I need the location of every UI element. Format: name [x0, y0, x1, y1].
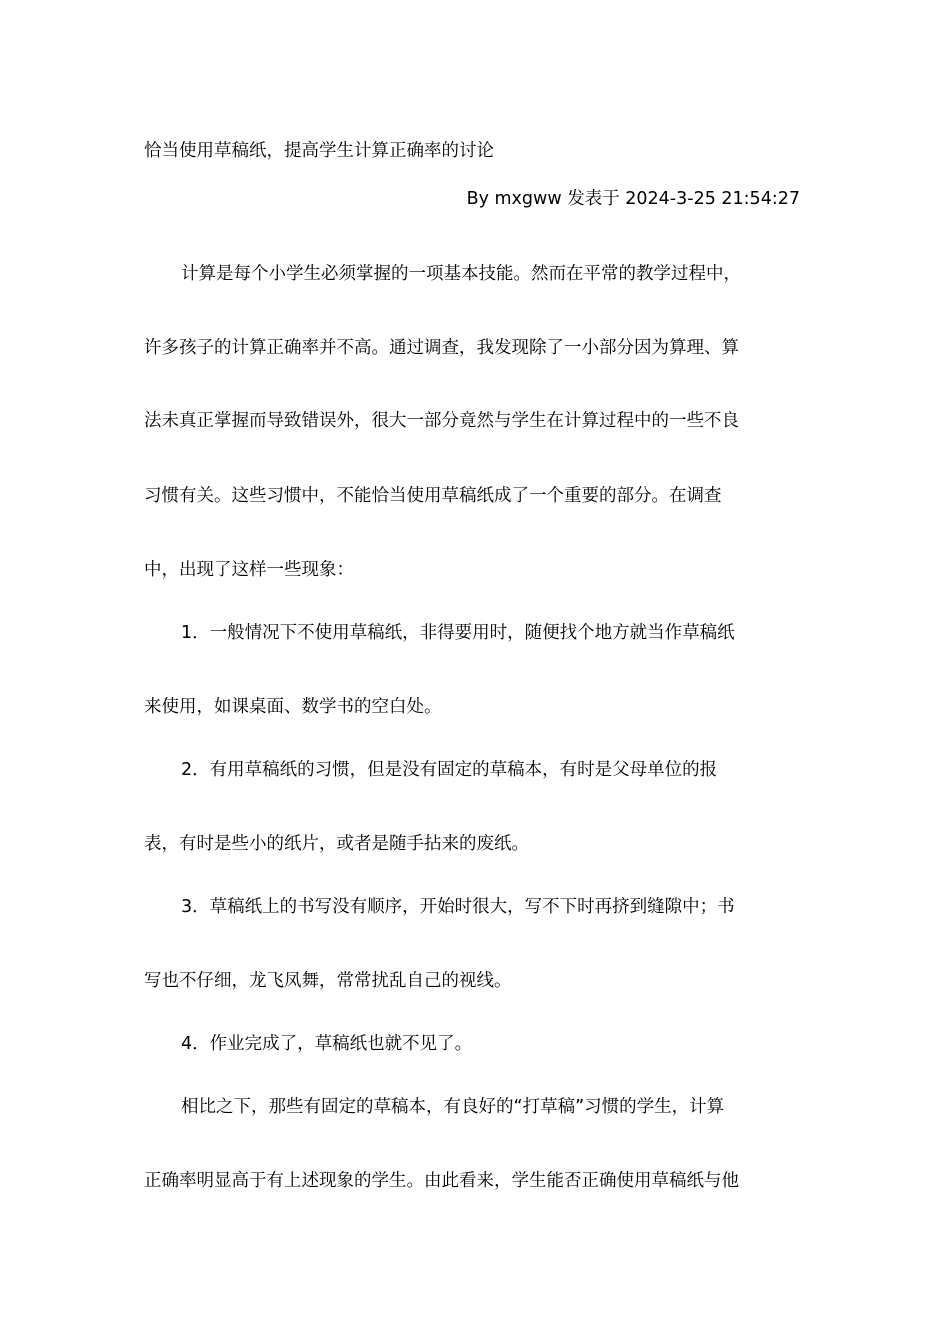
body-line: 许多孩子的计算正确率并不高。通过调查，我发现除了一小部分因为算理、算	[144, 338, 739, 358]
list-item-1: 1．一般情况下不使用草稿纸，非得要用时，随便找个地方就当作草稿纸	[181, 623, 735, 643]
list-item-4: 4．作业完成了，草稿纸也就不见了。	[181, 1034, 473, 1054]
body-line: 来使用，如课桌面、数学书的空白处。	[144, 697, 442, 717]
body-line: 表，有时是些小的纸片，或者是随手拈来的废纸。	[144, 834, 529, 854]
body-line: 法未真正掌握而导致错误外，很大一部分竟然与学生在计算过程中的一些不良	[144, 411, 739, 431]
body-line: 中，出现了这样一些现象：	[144, 560, 354, 580]
body-line: 相比之下，那些有固定的草稿本，有良好的“打草稿”习惯的学生，计算	[181, 1097, 725, 1117]
body-line: 正确率明显高于有上述现象的学生。由此看来，学生能否正确使用草稿纸与他	[144, 1171, 739, 1191]
body-line: 习惯有关。这些习惯中，不能恰当使用草稿纸成了一个重要的部分。在调查	[144, 486, 722, 506]
post-byline: By mxgww 发表于 2024-3-25 21:54:27	[466, 189, 800, 209]
body-line: 写也不仔细，龙飞凤舞，常常扰乱自己的视线。	[144, 971, 512, 991]
document-title: 恰当使用草稿纸，提高学生计算正确率的讨论	[144, 141, 494, 161]
list-item-3: 3．草稿纸上的书写没有顺序，开始时很大，写不下时再挤到缝隙中；书	[181, 897, 735, 917]
body-line: 计算是每个小学生必须掌握的一项基本技能。然而在平常的教学过程中，	[181, 264, 741, 284]
list-item-2: 2．有用草稿纸的习惯，但是没有固定的草稿本，有时是父母单位的报	[181, 760, 718, 780]
